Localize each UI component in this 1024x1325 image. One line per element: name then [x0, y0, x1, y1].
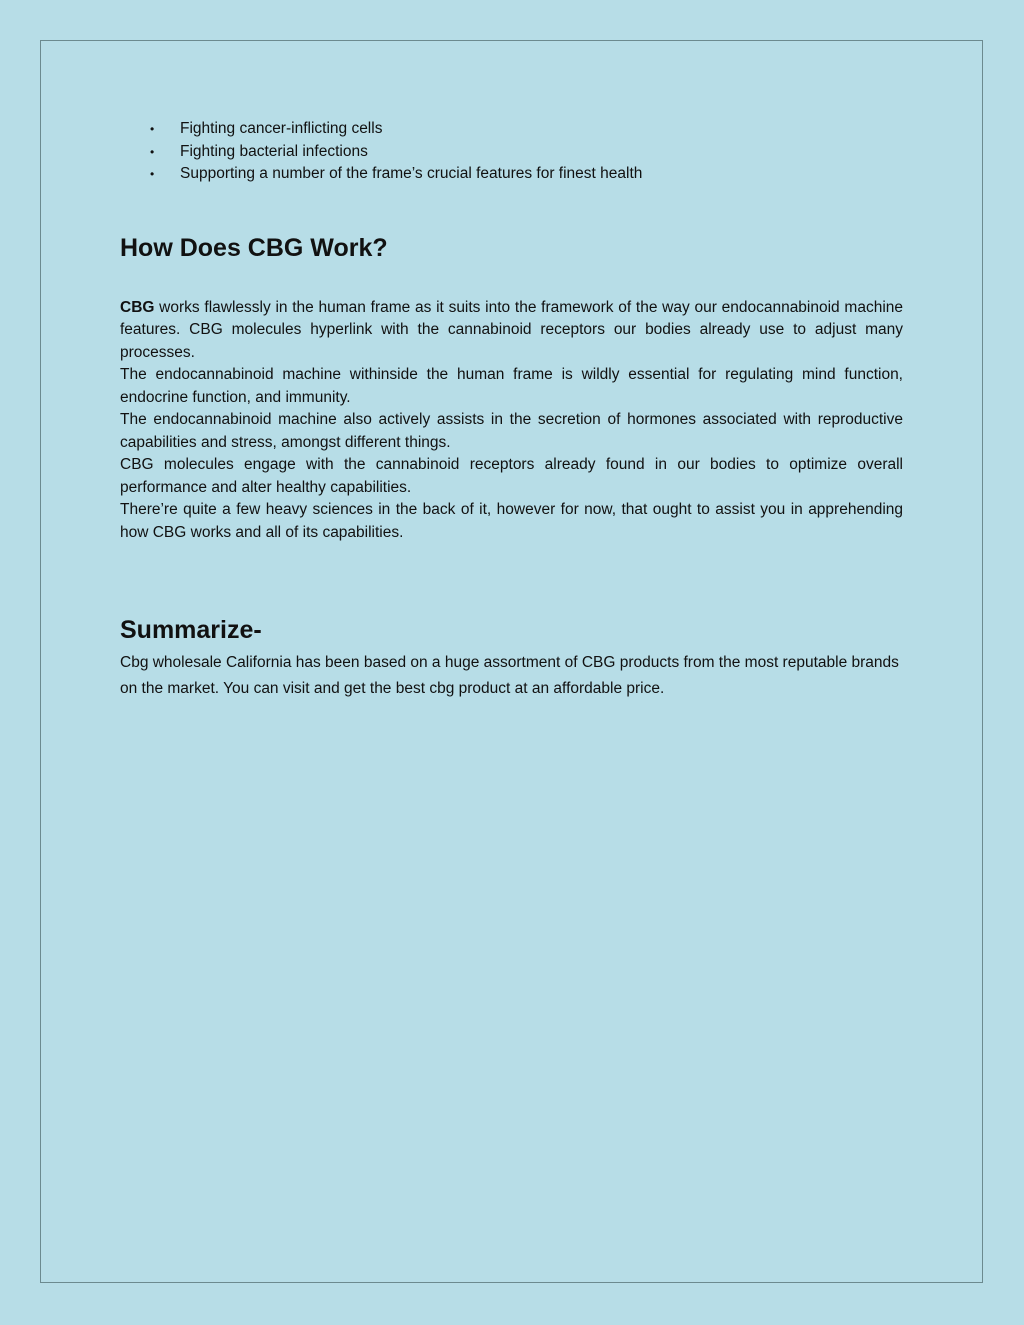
bullet-icon: •: [150, 167, 155, 181]
benefits-list: [120, 118, 903, 186]
document-content: [120, 118, 903, 702]
summary-paragraph: Cbg wholesale California has been based on a huge assortment of CBG products from the most reputable brands on the market. You can visit and get the best cbg product at an affordable price.: [120, 654, 899, 697]
paragraph: The endocannabinoid machine withinside the human frame is wildly essential for regulating mind function, endocrine function, and immunity.: [120, 366, 903, 406]
paragraph-text: works flawlessly in the human frame as it suits into the framework of the way our endocannabinoid machine features. CBG molecules hyperlink with the cannabinoid receptors our bodies already use to adjust many processes.: [120, 298, 903, 361]
list-item: [120, 118, 903, 141]
paragraph: [120, 297, 903, 365]
list-item: [120, 141, 903, 164]
paragraph: There’re quite a few heavy sciences in the back of it, however for now, that ought to assist you in apprehending how CBG works and all of its capabilities.: [120, 501, 903, 541]
bullet-icon: •: [150, 144, 155, 159]
list-item-text: Fighting bacterial infections: [180, 142, 368, 160]
list-item-text: Supporting a number of the frame’s crucial features for finest health: [180, 165, 643, 182]
cbg-bold-lead: CBG: [120, 298, 155, 316]
how-cbg-works-body: [120, 297, 903, 545]
section-heading-how-cbg-works: How Does CBG Work?: [120, 233, 388, 262]
section-heading-summarize: Summarize-: [120, 616, 262, 644]
list-item: [120, 163, 903, 186]
paragraph: CBG molecules engage with the cannabinoid receptors already found in our bodies to optimize overall performance and alter healthy capabilities.: [120, 456, 903, 496]
bullet-icon: •: [150, 122, 155, 136]
paragraph: The endocannabinoid machine also actively assists in the secretion of hormones associated with reproductive capabilities and stress, amongst different things.: [120, 411, 903, 451]
list-item-text: Fighting cancer-inflicting cells: [180, 120, 383, 137]
